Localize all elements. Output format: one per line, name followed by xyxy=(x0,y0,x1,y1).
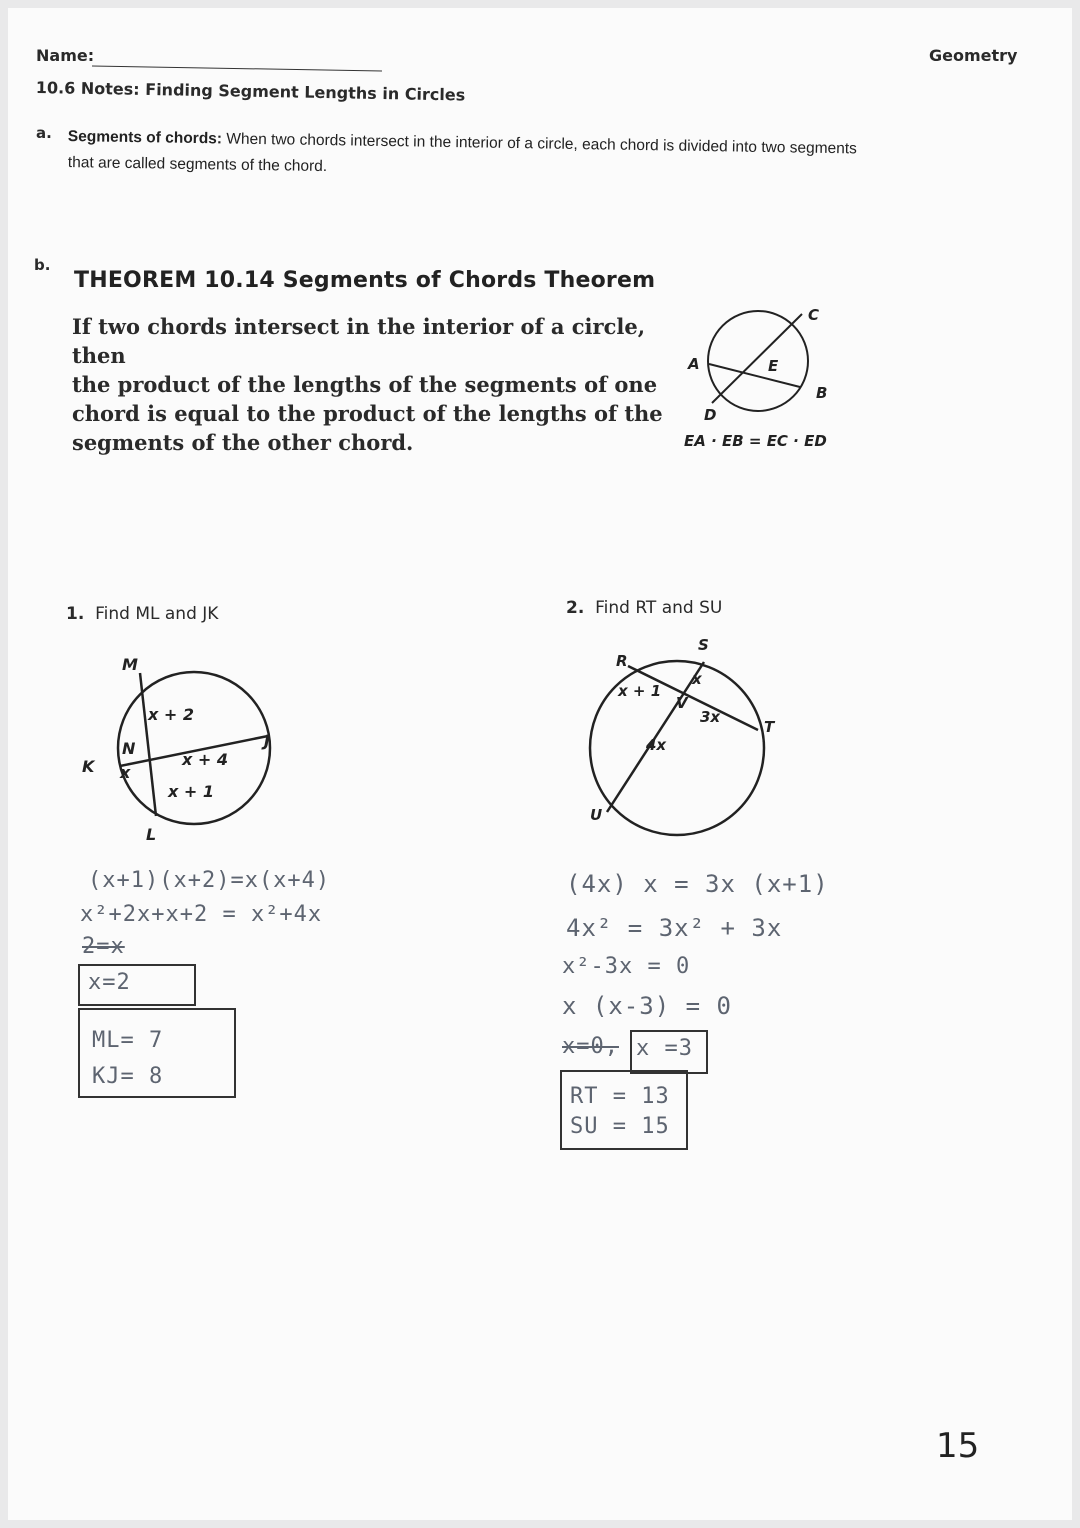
problem2-answer-su: SU = 15 xyxy=(570,1114,670,1139)
problem2-prompt xyxy=(566,598,722,618)
label-seg-vu: 4x xyxy=(646,736,667,754)
section-a-line2: that are called segments of the chord. xyxy=(67,154,328,176)
problem2-number: 2. xyxy=(566,598,585,618)
problem1-circle xyxy=(118,672,270,824)
problem2-work-line4: x (x-3) = 0 xyxy=(562,992,732,1020)
label-e: E xyxy=(768,357,779,375)
label-t: T xyxy=(764,718,775,736)
label-n: N xyxy=(122,739,136,758)
label-c: C xyxy=(808,306,820,324)
problem2-text: Find RT and SU xyxy=(595,598,723,618)
label-seg-mn: x + 2 xyxy=(148,705,194,724)
theorem-line-3: chord is equal to the product of the lengths of the xyxy=(72,401,663,426)
theorem-circle-figure xyxy=(672,296,852,436)
label-v: V xyxy=(676,694,688,712)
section-a-term: Segments of chords: xyxy=(67,128,223,148)
problem2-circle-figure xyxy=(580,632,800,844)
problem1-answer-kj: KJ= 8 xyxy=(92,1064,164,1089)
chord-cd xyxy=(712,314,802,403)
notes-title: 10.6 Notes: Finding Segment Lengths in Circles xyxy=(35,78,466,105)
problem2-circle xyxy=(590,661,764,835)
problem2-work-line1: (4x) x = 3x (x+1) xyxy=(566,870,829,898)
label-s: S xyxy=(698,636,709,654)
label-l: L xyxy=(146,825,157,844)
theorem-body xyxy=(72,312,672,457)
label-seg-nj: x + 4 xyxy=(182,750,228,769)
label-k: K xyxy=(82,757,95,776)
theorem-line-1: If two chords intersect in the interior of a circle, then xyxy=(72,314,646,368)
problem1-text: Find ML and JK xyxy=(95,604,219,624)
chord-ab xyxy=(709,364,800,387)
page-number: 15 xyxy=(936,1426,980,1466)
problem1-circle-figure xyxy=(76,648,306,848)
problem1-prompt xyxy=(66,604,218,624)
problem1-work-line2: x²+2x+x+2 = x²+4x xyxy=(80,902,323,927)
problem1-answer-x: x=2 xyxy=(88,970,131,995)
theorem-title: THEOREM 10.14 Segments of Chords Theorem xyxy=(74,268,656,293)
section-b-marker: b. xyxy=(34,256,51,274)
theorem-circle xyxy=(708,311,808,411)
label-seg-kn: x xyxy=(120,763,131,782)
label-m: M xyxy=(122,655,138,674)
problem2-work-line3: x²-3x = 0 xyxy=(562,954,691,979)
label-seg-nl: x + 1 xyxy=(168,782,214,801)
label-seg-vt: 3x xyxy=(700,708,721,726)
problem2-answer-rt: RT = 13 xyxy=(570,1084,670,1109)
label-r: R xyxy=(616,652,628,670)
name-label: Name: xyxy=(36,46,95,65)
problem1-number: 1. xyxy=(66,604,85,624)
label-seg-sv: x xyxy=(692,670,702,688)
label-b: B xyxy=(816,384,828,402)
section-a-text: When two chords intersect in the interior of a circle, each chord is divided into two segments xyxy=(221,130,858,158)
section-a-marker: a. xyxy=(36,124,52,142)
problem1-answer-ml: ML= 7 xyxy=(92,1028,164,1053)
problem2-work-line2: 4x² = 3x² + 3x xyxy=(566,914,783,942)
chord-ml xyxy=(140,673,156,816)
problem2-answer-x-struck: x=0, xyxy=(562,1034,619,1059)
theorem-line-2: the product of the lengths of the segments of one xyxy=(72,372,658,397)
label-a: A xyxy=(688,355,700,373)
problem2-answer-x: x =3 xyxy=(636,1036,693,1061)
theorem-equation: EA · EB = EC · ED xyxy=(684,432,827,450)
label-u: U xyxy=(590,806,603,824)
label-j: J xyxy=(264,731,270,750)
problem1-work-line1: (x+1)(x+2)=x(x+4) xyxy=(88,868,331,893)
label-d: D xyxy=(704,406,717,424)
subject-label: Geometry xyxy=(929,46,1018,65)
label-seg-rv: x + 1 xyxy=(618,682,662,700)
problem1-work-line3: 2=x xyxy=(82,934,125,959)
theorem-line-4: segments of the other chord. xyxy=(72,430,414,455)
